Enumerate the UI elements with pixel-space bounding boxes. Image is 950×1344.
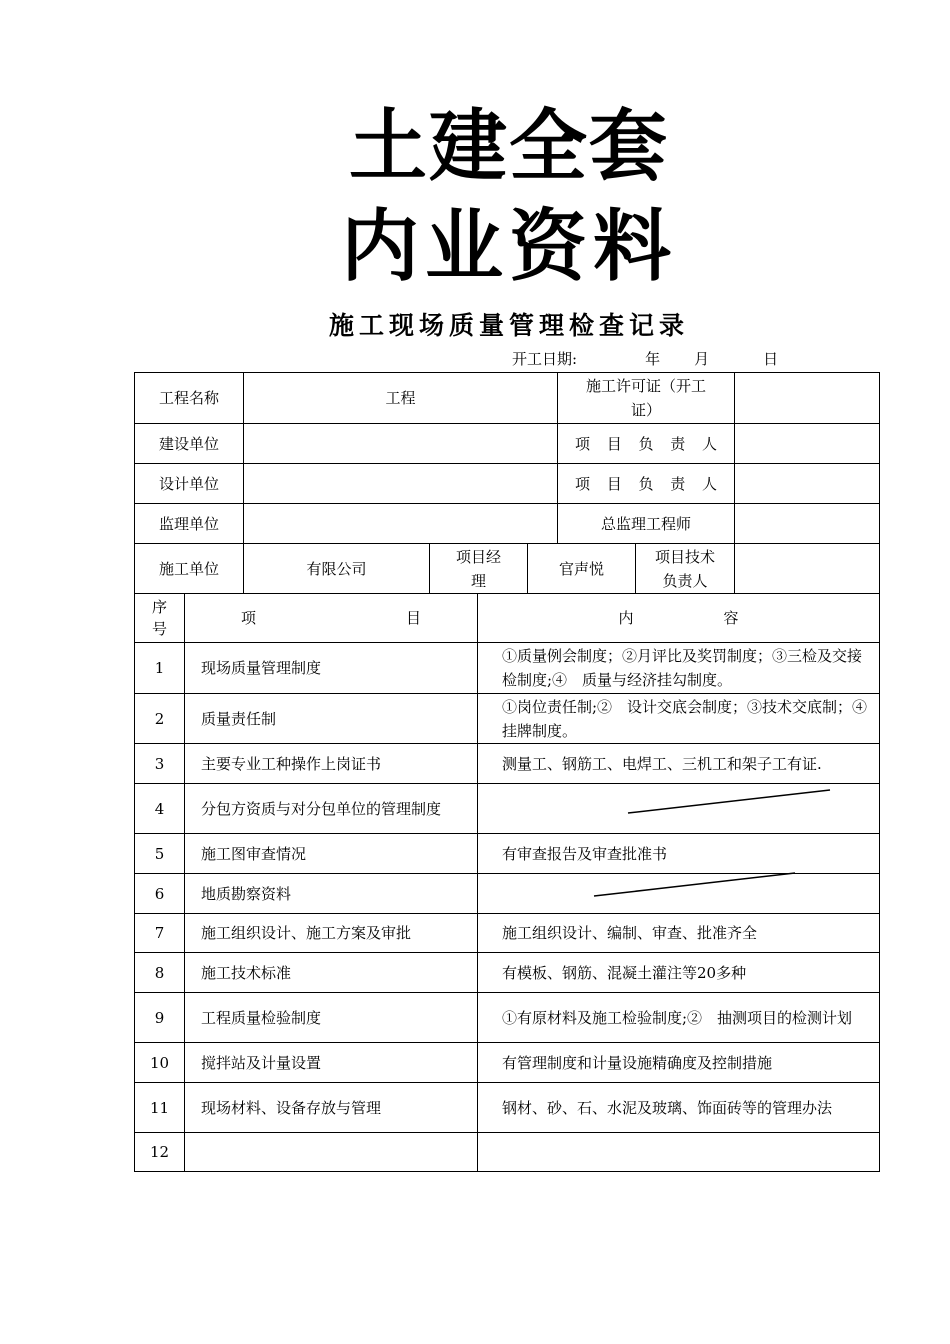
row-content: 测量工、钢筋工、电焊工、三机工和架子工有证. bbox=[478, 744, 880, 784]
row-no: 10 bbox=[135, 1043, 185, 1083]
row-no: 12 bbox=[135, 1133, 185, 1172]
project-name-label: 工程名称 bbox=[135, 373, 244, 424]
document-title-line1: 土建全套 bbox=[348, 102, 669, 192]
row-content: 有模板、钢筋、混凝土灌注等20多种 bbox=[478, 953, 880, 993]
row-item: 施工图审查情况 bbox=[185, 834, 478, 874]
project-name-value: 工程 bbox=[244, 373, 558, 424]
year-label: 年 bbox=[645, 350, 661, 368]
row-content: 钢材、砂、石、水泥及玻璃、饰面砖等的管理办法 bbox=[478, 1083, 880, 1133]
supervision-unit-label: 监理单位 bbox=[135, 504, 244, 544]
strike-line-row4 bbox=[628, 790, 830, 813]
form-title: 施工现场质量管理检查记录 bbox=[328, 311, 689, 340]
row-no: 1 bbox=[135, 643, 185, 694]
row-item: 工程质量检验制度 bbox=[185, 993, 478, 1043]
design-unit-label: 设计单位 bbox=[135, 464, 244, 504]
header-no: 序号 bbox=[135, 594, 185, 643]
row-item: 地质勘察资料 bbox=[185, 874, 478, 914]
contractor-value: 有限公司 bbox=[244, 544, 430, 594]
row-content: 施工组织设计、编制、审查、批准齐全 bbox=[478, 914, 880, 953]
row-no: 5 bbox=[135, 834, 185, 874]
header-content: 内 容 bbox=[478, 594, 880, 643]
row-item: 主要专业工种操作上岗证书 bbox=[185, 744, 478, 784]
day-label: 日 bbox=[763, 350, 779, 368]
row-content: 有审查报告及审查批准书 bbox=[478, 834, 880, 874]
row-item: 搅拌站及计量设置 bbox=[185, 1043, 478, 1083]
row-content: ①质量例会制度；②月评比及奖罚制度；③三检及交接检制度;④ 质量与经济挂勾制度。 bbox=[478, 643, 880, 694]
month-label: 月 bbox=[694, 350, 710, 368]
start-date-label: 开工日期: bbox=[512, 350, 578, 368]
row-no: 8 bbox=[135, 953, 185, 993]
design-person-label: 项 目 负 责 人 bbox=[558, 464, 735, 504]
row-content: 有管理制度和计量设施精确度及控制措施 bbox=[478, 1043, 880, 1083]
permit-label: 施工许可证（开工证） bbox=[558, 373, 735, 424]
document-title-line2: 内业资料 bbox=[340, 202, 677, 292]
row-no: 11 bbox=[135, 1083, 185, 1133]
strike-line-row6 bbox=[594, 873, 795, 896]
row-item: 质量责任制 bbox=[185, 694, 478, 744]
construction-unit-label: 建设单位 bbox=[135, 424, 244, 464]
contractor-label: 施工单位 bbox=[135, 544, 244, 594]
row-no: 4 bbox=[135, 784, 185, 834]
row-item: 施工组织设计、施工方案及审批 bbox=[185, 914, 478, 953]
row-item: 施工技术标准 bbox=[185, 953, 478, 993]
row-content: ①岗位责任制;② 设计交底会制度；③技术交底制；④挂牌制度。 bbox=[478, 694, 880, 744]
row-no: 3 bbox=[135, 744, 185, 784]
project-manager-value: 官声悦 bbox=[528, 544, 636, 594]
row-no: 7 bbox=[135, 914, 185, 953]
row-no: 2 bbox=[135, 694, 185, 744]
row-content: ①有原材料及施工检验制度;② 抽测项目的检测计划 bbox=[478, 993, 880, 1043]
chief-supervisor-label: 总监理工程师 bbox=[558, 504, 735, 544]
project-manager-label: 项目经理 bbox=[430, 544, 528, 594]
header-item: 项 目 bbox=[185, 594, 478, 643]
construction-person-label: 项 目 负 责 人 bbox=[558, 424, 735, 464]
row-no: 9 bbox=[135, 993, 185, 1043]
row-item: 分包方资质与对分包单位的管理制度 bbox=[185, 784, 478, 834]
row-item: 现场材料、设备存放与管理 bbox=[185, 1083, 478, 1133]
row-item: 现场质量管理制度 bbox=[185, 643, 478, 694]
tech-lead-label: 项目技术负责人 bbox=[636, 544, 735, 594]
row-no: 6 bbox=[135, 874, 185, 914]
